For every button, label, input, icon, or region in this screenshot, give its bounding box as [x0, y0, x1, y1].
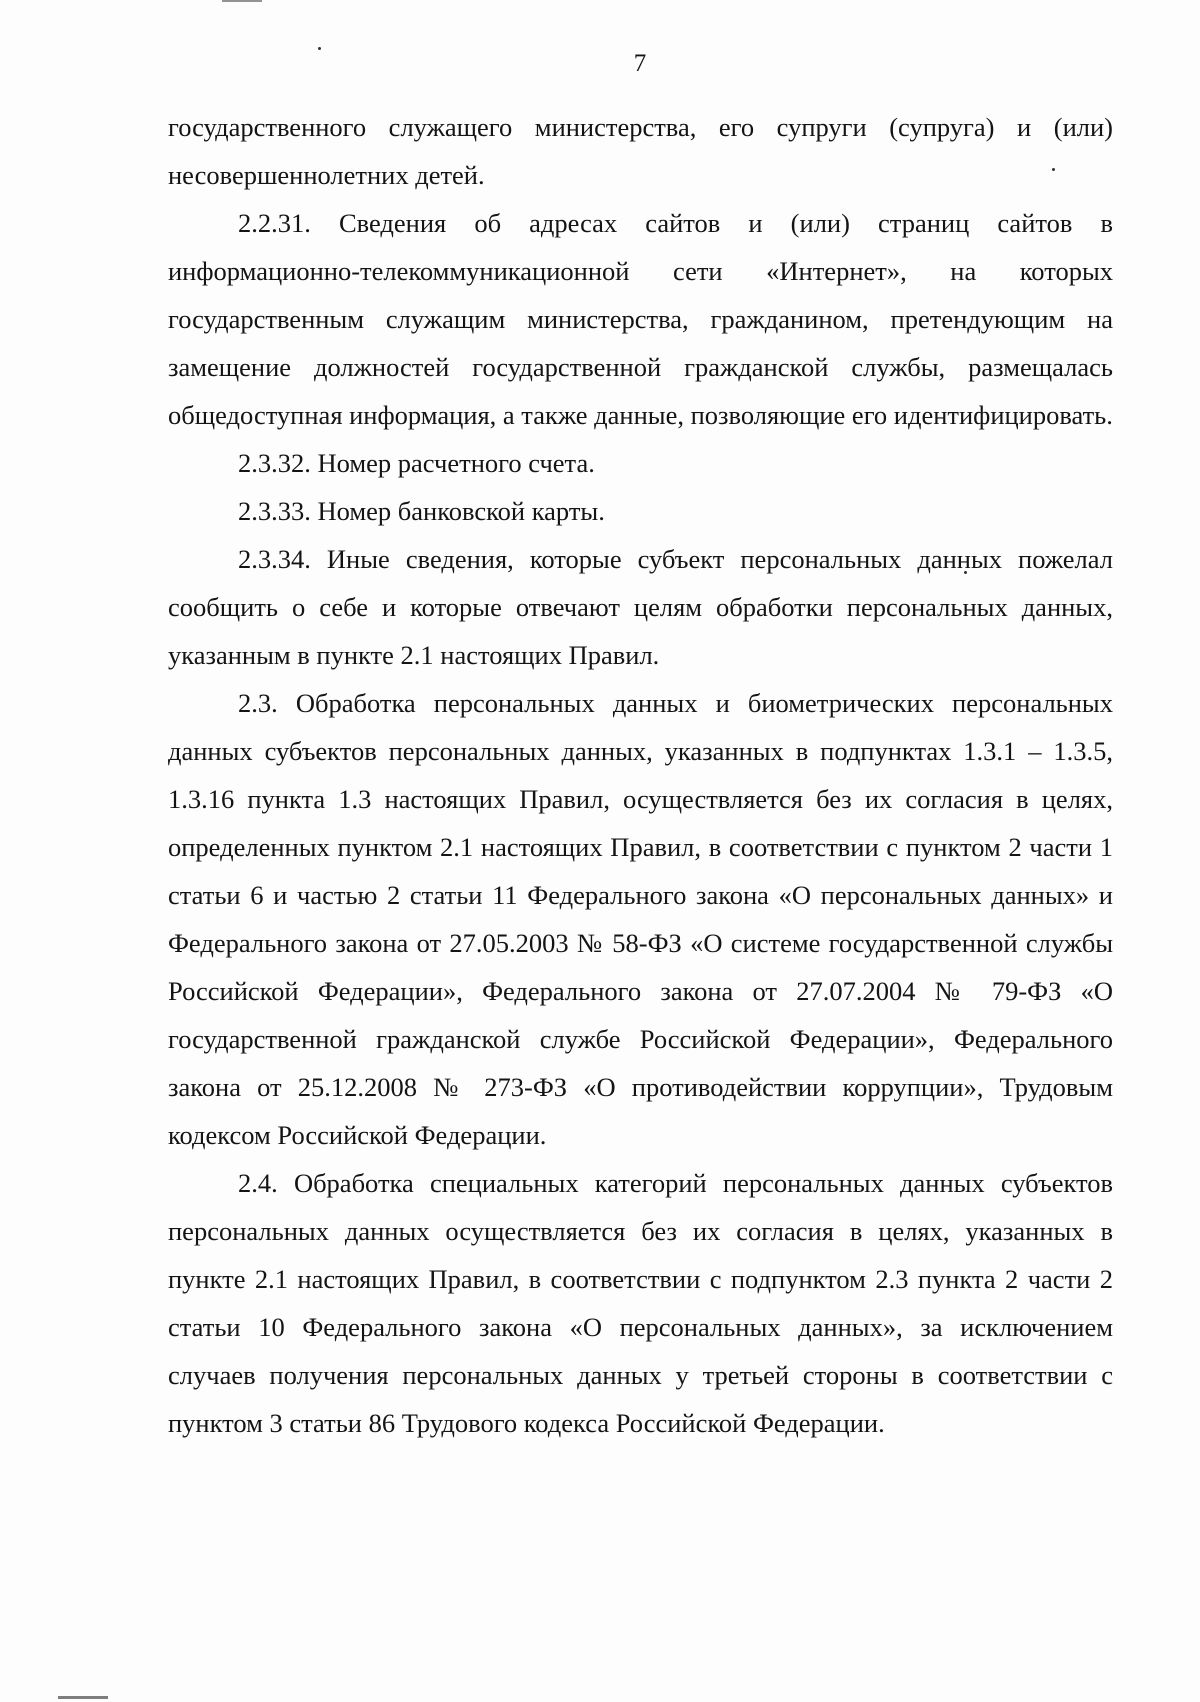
paragraph-2-3-33: 2.3.33. Номер банковской карты. [238, 496, 605, 526]
paragraph-continuation: государственного служащего министерства, его супруги (супруга) и (или) несовершеннолетних детей. [168, 112, 1113, 190]
paragraph-2-3-32: 2.3.32. Номер расчетного счета. [238, 448, 595, 478]
paragraph-2-3-34: 2.3.34. Иные сведения, которые субъект персональных данных пожелал сообщить о себе и которые отвечают целям обработки персональных данных, указанным в пункте 2.1 настоящих Правил. [168, 544, 1113, 670]
document-body [168, 103, 1113, 1447]
page-number: 7 [633, 50, 647, 77]
scan-artifact-bottom [58, 1696, 108, 1699]
paragraph-2-3: 2.3. Обработка персональных данных и биометрических персональных данных субъектов персональных данных, указанных в подпунктах 1.3.1 – 1.3.5, 1.3.16 пункта 1.3 настоящих Правил, осуществляется без их согласия в целях, определенных пунктом 2.1 настоящих Правил, в соответствии с пунктом 2 части 1 статьи 6 и частью 2 статьи 11 Федерального закона «О персональных данных» и Федерального закона от 27.05.2003 № 58-ФЗ «О системе государственной службы Российской Федерации», Федерального закона от 27.07.2004 № 79-ФЗ «О государственной гражданской службе Российской Федерации», Федерального закона от 25.12.2008 № 273-ФЗ «О противодействии коррупции», Трудовым кодексом Российской Федерации. [168, 688, 1113, 1150]
paragraph-2-2-31: 2.2.31. Сведения об адресах сайтов и (или) страниц сайтов в информационно-телекоммуникационной сети «Интернет», на которых государственным служащим министерства, гражданином, претендующим на замещение должностей государственной гражданской службы, размещалась общедоступная информация, а также данные, позволяющие его идентифицировать. [168, 208, 1113, 430]
paragraph-2-4: 2.4. Обработка специальных категорий персональных данных субъектов персональных данных осуществляется без их согласия в целях, указанных в пункте 2.1 настоящих Правил, в соответствии с подпунктом 2.3 пункта 2 части 2 статьи 10 Федерального закона «О персональных данных», за исключением случаев получения персональных данных у третьей стороны в соответствии с пунктом 3 статьи 86 Трудового кодекса Российской Федерации. [168, 1168, 1113, 1438]
scan-artifact-top [222, 0, 262, 2]
